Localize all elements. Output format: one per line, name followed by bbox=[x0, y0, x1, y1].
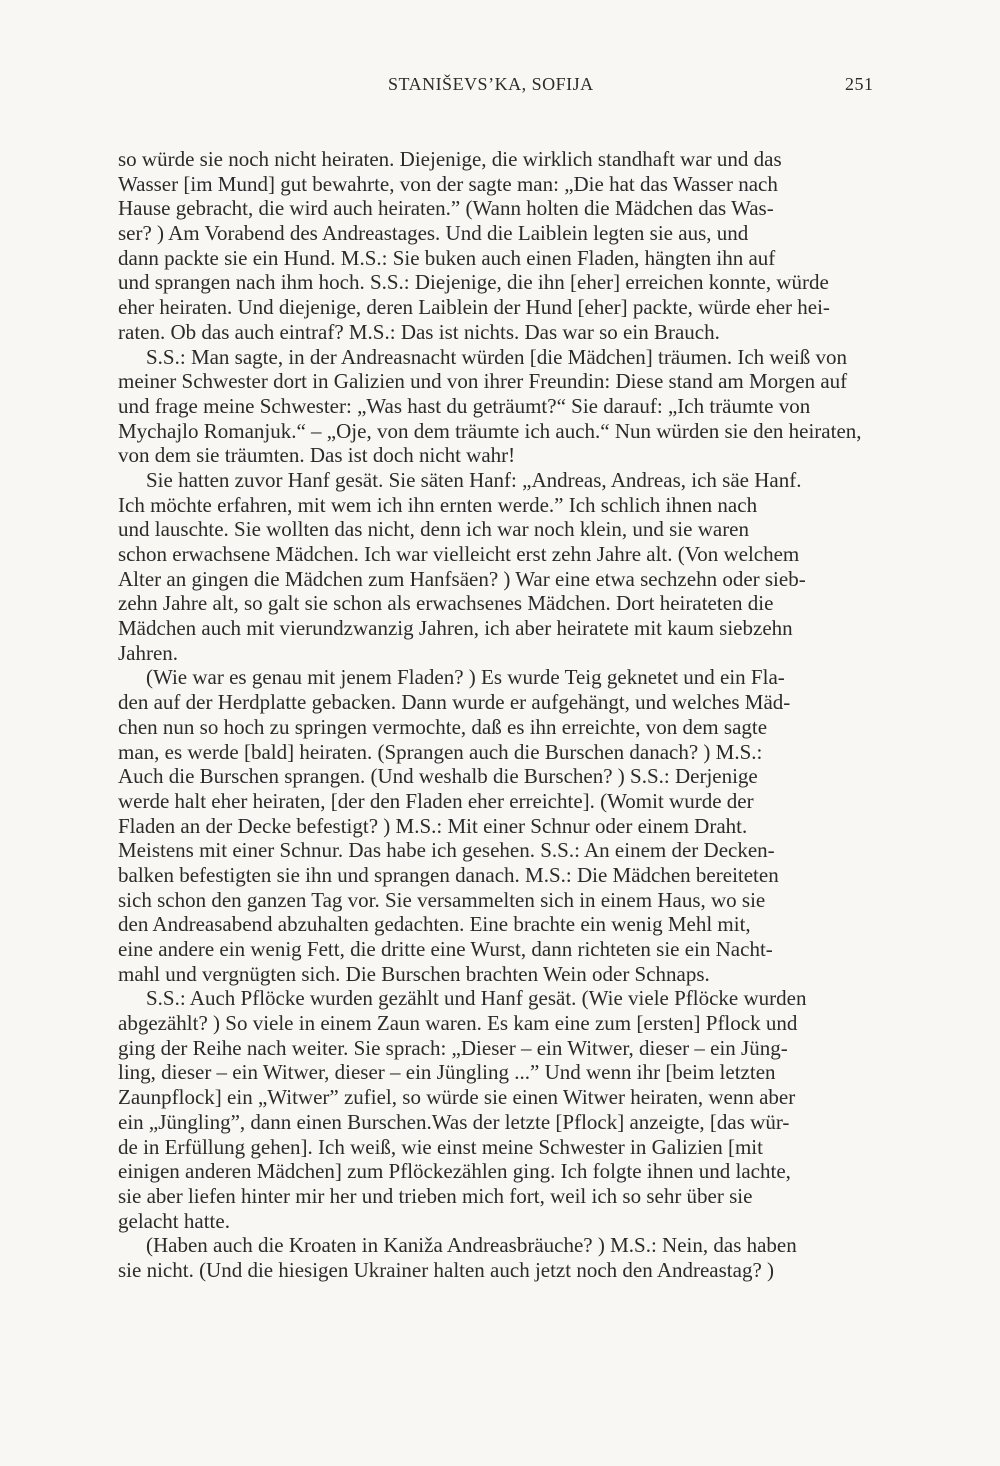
text-line: Meistens mit einer Schnur. Das habe ich gesehen. S.S.: An einem der Decken- bbox=[118, 838, 775, 863]
text-line: den Andreasabend abzuhalten gedachten. Eine brachte ein wenig Mehl mit, bbox=[118, 912, 751, 937]
page-number: 251 bbox=[845, 74, 874, 94]
text-line: eher heiraten. Und diejenige, deren Laiblein der Hund [eher] packte, würde eher hei- bbox=[118, 295, 830, 320]
text-line: raten. Ob das auch eintraf? M.S.: Das ist nichts. Das war so ein Brauch. bbox=[118, 319, 720, 344]
text-line: ging der Reihe nach weiter. Sie sprach: „Dieser – ein Witwer, dieser – ein Jüng- bbox=[118, 1035, 788, 1060]
text-line: mahl und vergnügten sich. Die Burschen brachten Wein oder Schnaps. bbox=[118, 961, 710, 986]
text-line: de in Erfüllung gehen]. Ich weiß, wie einst meine Schwester in Galizien [mit bbox=[118, 1134, 763, 1159]
text-line: Auch die Burschen sprangen. (Und weshalb die Burschen? ) S.S.: Derjenige bbox=[118, 764, 758, 789]
text-line: ling, dieser – ein Witwer, dieser – ein Jüngling ...” Und wenn ihr [beim letzten bbox=[118, 1060, 776, 1085]
text-line: (Haben auch die Kroaten in Kaniža Andreasbräuche? ) M.S.: Nein, das haben bbox=[146, 1233, 797, 1258]
text-line: ser? ) Am Vorabend des Andreastages. Und die Laiblein legten sie aus, und bbox=[118, 221, 749, 246]
text-line: Wasser [im Mund] gut bewahrte, von der sagte man: „Die hat das Wasser nach bbox=[118, 171, 778, 196]
text-line: S.S.: Auch Pflöcke wurden gezählt und Hanf gesät. (Wie viele Pflöcke wurden bbox=[146, 986, 807, 1011]
text-line: Ich möchte erfahren, mit wem ich ihn ernten werde.” Ich schlich ihnen nach bbox=[118, 492, 758, 517]
text-line: balken befestigten sie ihn und sprangen danach. M.S.: Die Mädchen bereiteten bbox=[118, 862, 779, 887]
text-line: Zaunpflock] ein „Witwer” zufiel, so würde sie einen Witwer heiraten, wenn aber bbox=[118, 1085, 796, 1110]
text-line: so würde sie noch nicht heiraten. Diejenige, die wirklich standhaft war und das bbox=[118, 147, 782, 171]
text-line: Fladen an der Decke befestigt? ) M.S.: Mit einer Schnur oder einem Draht. bbox=[118, 813, 748, 838]
text-line: und lauschte. Sie wollten das nicht, denn ich war noch klein, und sie waren bbox=[118, 517, 750, 542]
text-line: Mychajlo Romanjuk.“ – „Oje, von dem träumte ich auch.“ Nun würden sie den heiraten, bbox=[118, 418, 862, 443]
text-line: sie aber liefen hinter mir her und trieben mich fort, weil ich so sehr über sie bbox=[118, 1183, 753, 1208]
text-line: meiner Schwester dort in Galizien und von ihrer Freundin: Diese stand am Morgen auf bbox=[118, 369, 848, 394]
text-line: und sprangen nach ihm hoch. S.S.: Diejenige, die ihn [eher] erreichen konnte, würde bbox=[118, 270, 829, 295]
text-line: Alter an gingen die Mädchen zum Hanfsäen? ) War eine etwa sechzehn oder sieb- bbox=[118, 566, 806, 591]
text-line: Hause gebracht, die wird auch heiraten.” (Wann holten die Mädchen das Was- bbox=[118, 196, 774, 221]
text-line: chen nun so hoch zu springen vermochte, daß es ihn erreichte, von dem sagte bbox=[118, 714, 768, 739]
text-line: S.S.: Man sagte, in der Andreasnacht würden [die Mädchen] träumen. Ich weiß von bbox=[146, 344, 847, 369]
text-line: sich schon den ganzen Tag vor. Sie versammelten sich in einem Haus, wo sie bbox=[118, 887, 766, 912]
text-line: zehn Jahre alt, so galt sie schon als erwachsenes Mädchen. Dort heirateten die bbox=[118, 591, 774, 616]
text-line: eine andere ein wenig Fett, die dritte eine Wurst, dann richteten sie ein Nacht- bbox=[118, 937, 773, 961]
text-line: schon erwachsene Mädchen. Ich war vielleicht erst zehn Jahre alt. (Von welchem bbox=[118, 542, 800, 566]
text-line: abgezählt? ) So viele in einem Zaun waren. Es kam eine zum [ersten] Pflock und bbox=[118, 1011, 798, 1036]
text-line: Mädchen auch mit vierundzwanzig Jahren, ich aber heiratete mit kaum siebzehn bbox=[118, 616, 793, 641]
text-line: ein „Jüngling”, dann einen Burschen.Was der letzte [Pflock] anzeigte, [das wür- bbox=[118, 1109, 790, 1134]
text-line: von dem sie träumten. Das ist doch nicht wahr! bbox=[118, 443, 516, 468]
text-line: Sie hatten zuvor Hanf gesät. Sie säten Hanf: „Andreas, Andreas, ich säe Hanf. bbox=[146, 467, 802, 492]
text-line: man, es werde [bald] heiraten. (Sprangen auch die Burschen danach? ) M.S.: bbox=[118, 739, 763, 764]
text-line: und frage meine Schwester: „Was hast du geträumt?“ Sie darauf: „Ich träumte von bbox=[118, 393, 811, 418]
text-line: (Wie war es genau mit jenem Fladen? ) Es wurde Teig geknetet und ein Fla- bbox=[146, 665, 785, 690]
text-line: gelacht hatte. bbox=[118, 1208, 230, 1233]
text-line: werde halt eher heiraten, [der den Fladen eher erreichte]. (Womit wurde der bbox=[118, 788, 754, 813]
running-head bbox=[0, 74, 1000, 100]
body-text bbox=[118, 147, 918, 1283]
text-line: dann packte sie ein Hund. M.S.: Sie buken auch einen Fladen, hängten ihn auf bbox=[118, 245, 776, 270]
text-line: den auf der Herdplatte gebacken. Dann wurde er aufgehängt, und welches Mäd- bbox=[118, 690, 791, 715]
text-line: Jahren. bbox=[118, 640, 179, 665]
text-line: sie nicht. (Und die hiesigen Ukrainer halten auch jetzt noch den Andreastag? ) bbox=[118, 1257, 775, 1282]
text-line: einigen anderen Mädchen] zum Pflöckezählen ging. Ich folgte ihnen und lachte, bbox=[118, 1159, 791, 1184]
running-title: STANIŠEVS’KA, SOFIJA bbox=[388, 74, 594, 94]
